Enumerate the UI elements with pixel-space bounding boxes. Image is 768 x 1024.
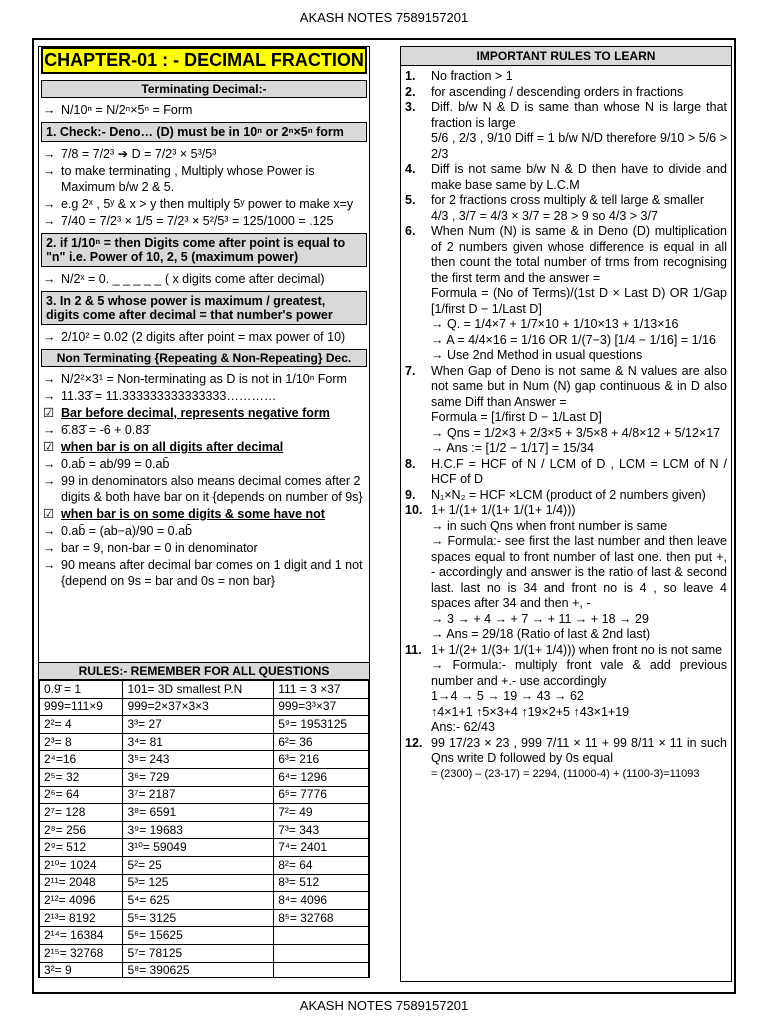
rule-text: Formula = [1/first D − 1/Last D]	[431, 410, 602, 424]
table-cell: 2¹³= 8192	[40, 909, 123, 927]
rule-text: H.C.F = HCF of N / LCM of D , LCM = LCM of N / HCF of D	[431, 456, 727, 486]
arrow-icon: →	[43, 272, 56, 286]
rule-item	[405, 193, 727, 209]
table-cell: 3²= 9	[40, 962, 123, 978]
note-text: 0.ab̄ = ab/99 = 0.ab̄	[61, 457, 170, 471]
table-cell: 6⁴= 1296	[274, 768, 369, 786]
rule-number: 4.	[405, 162, 416, 176]
table-row	[40, 874, 369, 892]
rule-item	[405, 643, 727, 659]
table-cell: 3⁶= 729	[123, 768, 274, 786]
rule-item	[405, 488, 727, 504]
table-cell: 6²= 36	[274, 733, 369, 751]
note-row	[43, 405, 365, 421]
arrow-icon: →	[43, 558, 56, 572]
rule-number	[405, 720, 431, 736]
rule-number	[405, 317, 431, 333]
rule-number	[405, 612, 431, 628]
rules-table-box	[38, 662, 370, 978]
table-cell: 2¹²= 4096	[40, 892, 123, 910]
note-row	[43, 271, 365, 287]
table-row	[40, 944, 369, 962]
table-cell: 7³= 343	[274, 821, 369, 839]
rule-item	[405, 658, 727, 689]
table-cell: 2⁵= 32	[40, 768, 123, 786]
rule-item	[405, 364, 727, 411]
table-cell: 6⁵= 7776	[274, 786, 369, 804]
table-cell: 5²= 25	[123, 856, 274, 874]
table-cell: 999=2×37×3×3	[123, 698, 274, 716]
rule-number	[405, 705, 431, 721]
table-cell: 2³= 8	[40, 733, 123, 751]
note-text: 11.33̄ = 11.333333333333333…………	[61, 389, 277, 403]
note-row	[43, 329, 365, 345]
table-cell: 5⁵= 3125	[123, 909, 274, 927]
note-row	[43, 213, 365, 229]
rule-box: 1. Check:- Deno… (D) must be in 10ⁿ or 2ⁿ×5ⁿ form	[41, 122, 367, 142]
rule-number	[405, 209, 431, 225]
arrow-icon: →	[43, 474, 56, 488]
note-row	[43, 102, 365, 118]
rule-text: Diff is not same b/w N & D then have to divide and make base same by L.C.M	[431, 162, 727, 192]
table-cell: 8²= 64	[274, 856, 369, 874]
rule-number	[405, 689, 431, 705]
rule-item	[405, 209, 727, 225]
rule-text: 1+ 1/(2+ 1/(3+ 1/(1+ 1/4))) when front no is not same	[431, 642, 723, 657]
table-cell: 7²= 49	[274, 804, 369, 822]
rule-number: 7.	[405, 363, 416, 378]
rule-text: When Num (N) is same & in Deno (D) multiplication of 2 numbers given whose difference is equal in all then count the total number of trms from recognising the first term and the answer =	[431, 224, 727, 285]
note-text: 0.ab̄ = (ab−a)/90 = 0.ab̄	[61, 524, 193, 538]
page-frame	[32, 38, 736, 994]
table-cell: 6³= 216	[274, 751, 369, 769]
rule-number	[405, 658, 431, 689]
rule-number	[405, 426, 431, 442]
rule-item	[405, 767, 727, 783]
arrow-icon: →	[43, 103, 56, 117]
rule-number: 1.	[405, 69, 416, 83]
rule-text: → Formula:- see first the last number and then leave spaces equal to front number of last one. then put +, - accordingly and answer is the ratio of last & second last. last no is 34 and front no is 4 , so leave 4 spaces after 34 and then +, -	[431, 534, 727, 610]
table-cell	[274, 962, 369, 978]
right-title: IMPORTANT RULES TO LEARN	[401, 47, 731, 66]
table-row	[40, 804, 369, 822]
rule-text: → Use 2nd Method in usual questions	[431, 348, 643, 362]
rule-number: 11.	[405, 642, 422, 657]
note-row	[43, 371, 365, 387]
arrow-icon: →	[43, 330, 56, 344]
rule-box: 3. In 2 & 5 whose power is maximum / greatest, digits come after decimal = that number's power	[41, 291, 367, 325]
table-cell: 2⁶= 64	[40, 786, 123, 804]
table-cell: 3⁵= 243	[123, 751, 274, 769]
rules-table	[39, 680, 369, 978]
checkbox-icon: ☑	[43, 406, 55, 420]
rule-number	[405, 534, 431, 612]
rule-number	[405, 441, 431, 457]
note-text: Bar before decimal, represents negative form	[61, 406, 330, 420]
rule-text: → Formula:- multiply front vale & add previous number and +.- use accordingly	[431, 658, 727, 688]
rule-number	[405, 627, 431, 643]
right-rules	[401, 66, 731, 782]
table-cell: 8³= 512	[274, 874, 369, 892]
rule-text: for 2 fractions cross multiply & tell large & smaller	[431, 193, 705, 207]
table-cell: 2⁷= 128	[40, 804, 123, 822]
rule-number	[405, 286, 431, 317]
note-row	[43, 146, 365, 162]
note-row	[43, 523, 365, 539]
page-footer: AKASH NOTES 7589157201	[299, 998, 469, 1013]
right-column	[400, 46, 732, 982]
rule-text: No fraction > 1	[431, 69, 513, 83]
table-row	[40, 681, 369, 699]
table-cell	[274, 927, 369, 945]
rule-text: ↑4×1+1 ↑5×3+4 ↑19×2+5 ↑43×1+19	[431, 704, 630, 719]
table-row	[40, 698, 369, 716]
table-cell: 7⁴= 2401	[274, 839, 369, 857]
table-cell: 999=111×9	[40, 698, 123, 716]
table-row	[40, 733, 369, 751]
rule-item	[405, 689, 727, 705]
rule-number: 12.	[405, 735, 423, 750]
table-cell: 5⁶= 15625	[123, 927, 274, 945]
table-cell: 2⁹= 512	[40, 839, 123, 857]
table-row	[40, 839, 369, 857]
rule-item	[405, 69, 727, 85]
rule-text: = (2300) – (23-17) = 2294, (11000-4) + (1100-3)=11093	[431, 767, 700, 780]
note-text: 6̄.83̄ = -6 + 0.83̄	[61, 423, 150, 437]
table-cell: 2¹¹= 2048	[40, 874, 123, 892]
rule-item	[405, 736, 727, 767]
table-cell: 3¹⁰= 59049	[123, 839, 274, 857]
rule-text: When Gap of Deno is not same & N values are also not same but in Num (N) gap continuous & in D also same Diff than Answer =	[431, 363, 727, 409]
note-row	[43, 163, 365, 195]
table-row	[40, 768, 369, 786]
table-cell: 2⁸= 256	[40, 821, 123, 839]
rule-text: 99 17/23 × 23 , 999 7/11 × 11 + 99 8/11 × 11 in such Qns write D followed by 0s equal	[431, 735, 727, 765]
page-header: AKASH NOTES 7589157201	[299, 10, 469, 25]
rule-text: → Ans := [1/2 − 1/17] = 15/34	[431, 441, 594, 455]
note-row	[43, 439, 365, 455]
arrow-icon: →	[43, 372, 56, 386]
arrow-icon: →	[43, 389, 56, 403]
rule-item	[405, 627, 727, 643]
table-cell: 2¹⁵= 32768	[40, 944, 123, 962]
rule-item	[405, 410, 727, 426]
rule-number	[405, 410, 431, 426]
table-cell: 101= 3D smallest P.N	[123, 681, 274, 699]
table-row	[40, 909, 369, 927]
table-row	[40, 892, 369, 910]
note-row	[43, 388, 365, 404]
note-text: when bar is on some digits & some have not	[61, 507, 325, 521]
table-cell: 999=3³×37	[274, 698, 369, 716]
note-text: N/2ˣ = 0. _ _ _ _ _ ( x digits come after decimal)	[61, 272, 325, 286]
rule-item	[405, 348, 727, 364]
rule-number: 6.	[405, 224, 416, 238]
rule-item	[405, 612, 727, 628]
rule-text: N₁×N₂ = HCF ×LCM (product of 2 numbers given)	[431, 487, 706, 502]
table-row	[40, 716, 369, 734]
note-text: 2/10² = 0.02 (2 digits after point = max power of 10)	[61, 330, 346, 344]
section-title: Non Terminating {Repeating & Non-Repeating} Dec.	[41, 349, 367, 367]
table-cell: 5³= 125	[123, 874, 274, 892]
rule-number	[405, 131, 431, 162]
rule-text: → Q. = 1/4×7 + 1/7×10 + 1/10×13 + 1/13×16	[431, 317, 679, 331]
rule-text: → A = 4/4×16 = 1/16 OR 1/(7−3) [1/4 − 1/16] = 1/16	[431, 332, 716, 347]
table-cell: 5⁷= 78125	[123, 944, 274, 962]
table-cell: 111 = 3 ×37	[274, 681, 369, 699]
table-cell	[274, 944, 369, 962]
table-cell: 2¹⁰= 1024	[40, 856, 123, 874]
rule-item	[405, 131, 727, 162]
table-cell: 5⁸= 390625	[123, 962, 274, 978]
rule-text: → Ans = 29/18 (Ratio of last & 2nd last)	[431, 627, 651, 641]
note-row	[43, 540, 365, 556]
rule-item	[405, 426, 727, 442]
rule-item	[405, 457, 727, 488]
rule-item	[405, 720, 727, 736]
rule-text: 1→4 → 5 → 19 → 43 → 62	[431, 689, 584, 703]
rule-item	[405, 441, 727, 457]
table-cell: 0.9̄ = 1	[40, 681, 123, 699]
table-row	[40, 786, 369, 804]
rule-item	[405, 519, 727, 535]
rule-item	[405, 503, 727, 519]
left-column	[38, 46, 370, 664]
note-text: N/2²×3¹ = Non-terminating as D is not in 1/10ⁿ Form	[61, 372, 347, 386]
table-cell: 2¹⁴= 16384	[40, 927, 123, 945]
rule-text: → in such Qns when front number is same	[431, 518, 668, 533]
note-text: 7/8 = 7/2³ ➔ D = 7/2³ × 5³/5³	[61, 147, 217, 161]
rule-number: 10.	[405, 503, 423, 517]
arrow-icon: →	[43, 147, 56, 161]
note-row	[43, 506, 365, 522]
arrow-icon: →	[43, 457, 56, 471]
terminating-title: Terminating Decimal:-	[41, 80, 367, 98]
note-text: when bar is on all digits after decimal	[61, 440, 284, 454]
note-text: N/10ⁿ = N/2ⁿ×5ⁿ = Form	[61, 103, 193, 117]
note-row	[43, 196, 365, 212]
rule-item	[405, 705, 727, 721]
rule-number: 3.	[405, 100, 416, 114]
table-cell: 2²= 4	[40, 716, 123, 734]
rule-item	[405, 317, 727, 333]
rule-text: 5/6 , 2/3 , 9/10 Diff = 1 b/w N/D therefore 9/10 > 5/6 > 2/3	[431, 131, 727, 161]
rule-text: Ans:- 62/43	[431, 720, 495, 734]
note-row	[43, 422, 365, 438]
rule-number: 5.	[405, 193, 416, 207]
arrow-icon: →	[43, 541, 56, 555]
note-text: bar = 9, non-bar = 0 in denominator	[61, 541, 258, 555]
table-row	[40, 856, 369, 874]
rule-item	[405, 85, 727, 101]
rule-text: 1+ 1/(1+ 1/(1+ 1/(1+ 1/4)))	[431, 503, 576, 517]
note-text: to make terminating , Multiply whose Power is Maximum b/w 2 & 5.	[61, 164, 315, 194]
note-text: 90 means after decimal bar comes on 1 digit and 1 not {depend on 9s = bar and 0s = non bar}	[61, 558, 363, 588]
left-items	[39, 102, 369, 589]
rule-box: 2. if 1/10ⁿ = then Digits come after point is equal to "n" i.e. Power of 10, 2, 5 (maximum power)	[41, 233, 367, 267]
table-cell: 3⁷= 2187	[123, 786, 274, 804]
rule-text: → 3 → + 4 → + 7 → + 11 → + 18 → 29	[431, 611, 649, 626]
rule-number: 9.	[405, 487, 416, 502]
rule-item	[405, 286, 727, 317]
table-row	[40, 927, 369, 945]
rule-number	[405, 519, 431, 535]
note-text: 99 in denominators also means decimal comes after 2 digits & both have bar on it {depends on number of 9s}	[61, 474, 363, 504]
arrow-icon: →	[43, 214, 56, 228]
table-cell: 5⁹= 1953125	[274, 716, 369, 734]
table-cell: 3³= 27	[123, 716, 274, 734]
rule-item	[405, 224, 727, 286]
note-text: 7/40 = 7/2³ × 1/5 = 7/2³ × 5²/5³ = 125/1000 = .125	[61, 214, 334, 228]
rules-table-title: RULES:- REMEMBER FOR ALL QUESTIONS	[39, 663, 369, 680]
arrow-icon: →	[43, 164, 56, 178]
arrow-icon: →	[43, 524, 56, 538]
table-row	[40, 821, 369, 839]
rule-text: Diff. b/w N & D is same than whose N is large that fraction is large	[431, 100, 727, 130]
rule-number	[405, 348, 431, 364]
table-cell: 8⁵= 32768	[274, 909, 369, 927]
rule-text: for ascending / descending orders in fractions	[431, 84, 684, 99]
rule-item	[405, 333, 727, 349]
rule-item	[405, 534, 727, 612]
table-cell: 8⁴= 4096	[274, 892, 369, 910]
table-cell: 2⁴=16	[40, 751, 123, 769]
chapter-title: CHAPTER-01 : - DECIMAL FRACTION	[41, 47, 367, 74]
checkbox-icon: ☑	[43, 507, 55, 521]
arrow-icon: →	[43, 197, 56, 211]
rule-number	[405, 333, 431, 349]
checkbox-icon: ☑	[43, 440, 55, 454]
table-cell: 3⁴= 81	[123, 733, 274, 751]
note-row	[43, 473, 365, 505]
rule-item	[405, 100, 727, 131]
rule-number: 2.	[405, 84, 416, 99]
rule-text: Formula = (No of Terms)/(1st D × Last D) OR 1/Gap [1/first D − 1/Last D]	[431, 286, 727, 316]
table-cell: 5⁴= 625	[123, 892, 274, 910]
rule-text: 4/3 , 3/7 = 4/3 × 3/7 = 28 > 9 so 4/3 > 3/7	[431, 208, 658, 223]
note-row	[43, 456, 365, 472]
note-row	[43, 557, 365, 589]
table-row	[40, 751, 369, 769]
rule-text: → Qns = 1/2×3 + 2/3×5 + 3/5×8 + 4/8×12 + 5/12×17	[431, 425, 721, 440]
table-cell: 3⁸= 6591	[123, 804, 274, 822]
table-cell: 3⁹= 19683	[123, 821, 274, 839]
rule-number: 8.	[405, 456, 416, 471]
rule-number	[405, 767, 431, 783]
rule-item	[405, 162, 727, 193]
table-row	[40, 962, 369, 978]
arrow-icon: →	[43, 423, 56, 437]
note-text: e.g 2ˣ , 5ʸ & x > y then multiply 5ʸ power to make x=y	[61, 197, 354, 211]
